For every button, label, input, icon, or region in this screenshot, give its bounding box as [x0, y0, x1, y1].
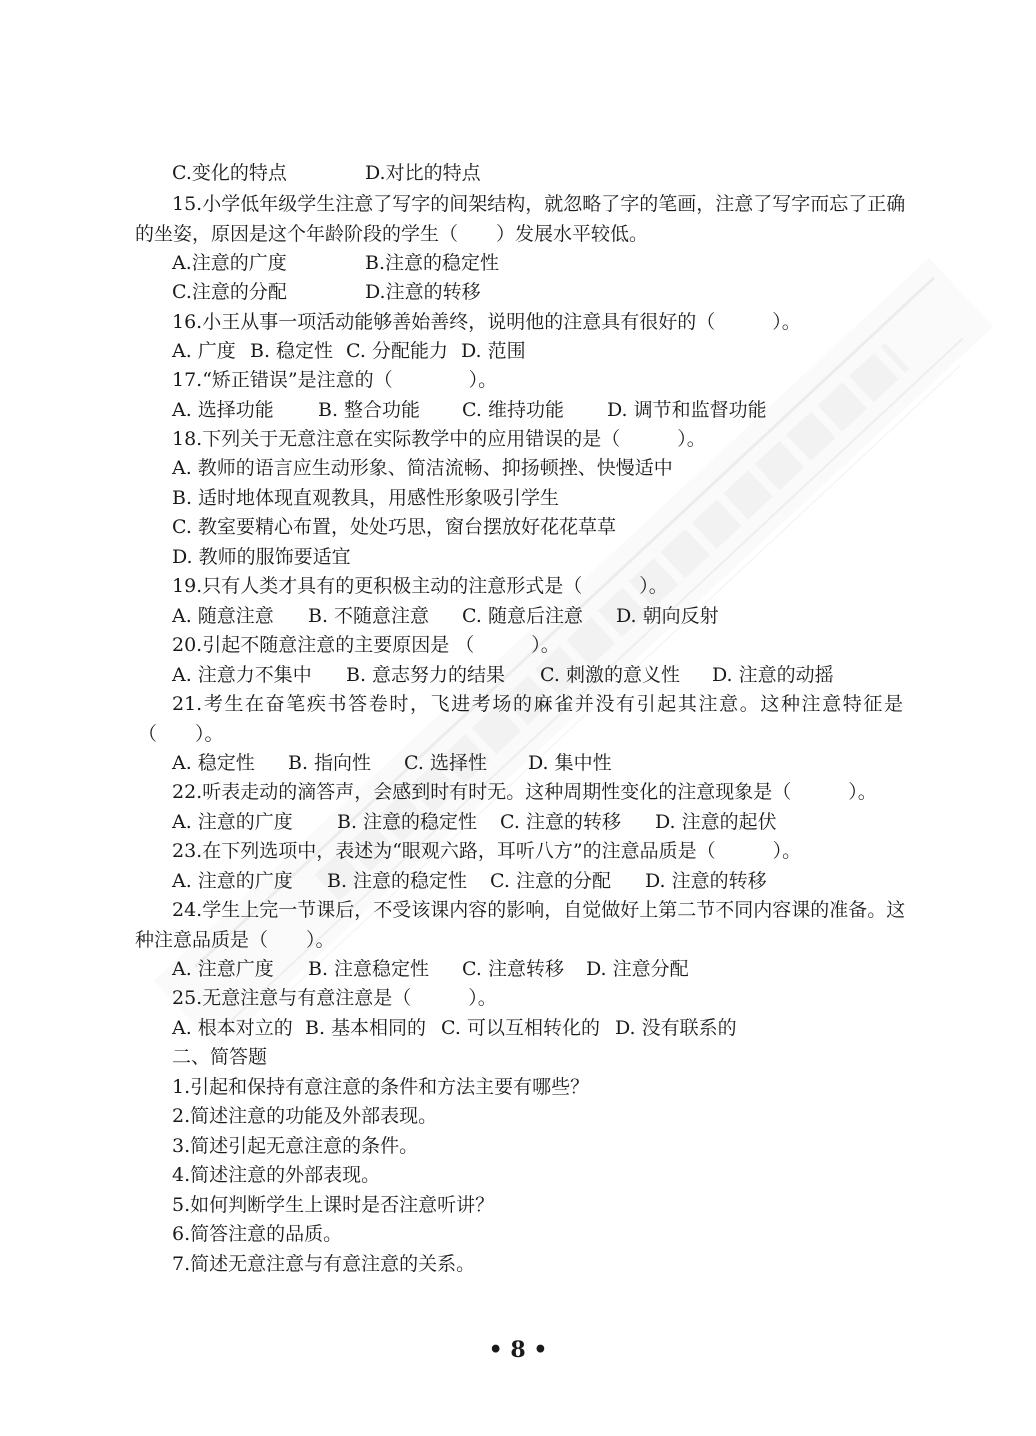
- question-25-option-b: B. 基本相同的: [305, 1017, 427, 1039]
- question-17-option-a: A. 选择功能: [172, 399, 274, 421]
- question-15-option-d: D.注意的转移: [365, 281, 481, 303]
- question-23-option-b: B. 注意的稳定性: [327, 870, 468, 892]
- question-21-stem-cont: （ ）。: [138, 723, 224, 745]
- question-24-option-b: B. 注意稳定性: [308, 958, 430, 980]
- question-20-option-b: B. 意志努力的结果: [346, 664, 506, 686]
- question-24-stem-cont: 种注意品质是（ ）。: [135, 929, 335, 951]
- option-d: D.对比的特点: [365, 162, 481, 184]
- question-18-option-b: B. 适时地体现直观教具，用感性形象吸引学生: [172, 487, 560, 509]
- question-22-option-d: D. 注意的起伏: [655, 811, 777, 833]
- question-15-stem-cont: 的坐姿，原因是这个年龄阶段的学生（ ）发展水平较低。: [135, 223, 649, 245]
- question-20-option-c: C. 刺激的意义性: [540, 664, 680, 686]
- question-15-option-b: B.注意的稳定性: [365, 252, 500, 274]
- question-22-stem: 22.听表走动的滴答声，会感到时有时无。这种周期性变化的注意现象是（ ）。: [172, 781, 877, 803]
- question-25-stem: 25.无意注意与有意注意是（ ）。: [172, 987, 497, 1009]
- short-answer-item: 3.简述引起无意注意的条件。: [172, 1135, 419, 1157]
- question-19-option-b: B. 不随意注意: [308, 605, 430, 627]
- section-heading: 二、简答题: [172, 1046, 268, 1068]
- question-15-stem: 15.小学低年级学生注意了写字的间架结构，就忽略了字的笔画，注意了写字而忘了正确: [172, 193, 906, 215]
- question-17-stem: 17.“矫正错误”是注意的（ ）。: [172, 369, 498, 391]
- question-24-stem: 24.学生上完一节课后，不受该课内容的影响，自觉做好上第二节不同内容课的准备。这: [172, 899, 906, 921]
- question-16-option-a: A. 广度: [172, 340, 236, 362]
- option-c: C.变化的特点: [172, 162, 287, 184]
- question-18-option-a: A. 教师的语言应生动形象、简洁流畅、抑扬顿挫、快慢适中: [172, 457, 673, 479]
- question-21-option-c: C. 选择性: [404, 752, 487, 774]
- question-19-stem: 19.只有人类才具有的更积极主动的注意形式是（ ）。: [172, 575, 668, 597]
- question-23-option-c: C. 注意的分配: [490, 870, 611, 892]
- question-21-option-b: B. 指向性: [288, 752, 372, 774]
- question-20-option-a: A. 注意力不集中: [172, 664, 312, 686]
- question-18-stem: 18.下列关于无意注意在实际教学中的应用错误的是（ ）。: [172, 428, 706, 450]
- question-25-option-a: A. 根本对立的: [172, 1017, 293, 1039]
- question-22-option-c: C. 注意的转移: [500, 811, 621, 833]
- question-19-option-c: C. 随意后注意: [462, 605, 583, 627]
- question-23-option-a: A. 注意的广度: [172, 870, 293, 892]
- question-18-option-d: D. 教师的服饰要适宜: [172, 546, 351, 568]
- question-16-option-b: B. 稳定性: [250, 340, 334, 362]
- question-16-option-d: D. 范围: [461, 340, 526, 362]
- question-23-stem: 23.在下列选项中，表述为“眼观六路，耳听八方”的注意品质是（ ）。: [172, 840, 802, 862]
- short-answer-item: 5.如何判断学生上课时是否注意听讲？: [172, 1194, 495, 1216]
- question-22-option-b: B. 注意的稳定性: [337, 811, 478, 833]
- question-21-option-d: D. 集中性: [528, 752, 612, 774]
- question-24-option-c: C. 注意转移: [462, 958, 564, 980]
- question-19-option-a: A. 随意注意: [172, 605, 274, 627]
- question-24-option-d: D. 注意分配: [586, 958, 689, 980]
- short-answer-item: 1.引起和保持有意注意的条件和方法主要有哪些？: [172, 1076, 590, 1098]
- question-22-option-a: A. 注意的广度: [172, 811, 293, 833]
- question-19-option-d: D. 朝向反射: [616, 605, 719, 627]
- question-15-option-a: A.注意的广度: [172, 252, 287, 274]
- question-23-option-d: D. 注意的转移: [645, 870, 767, 892]
- question-21-stem: 21.考生在奋笔疾书答卷时，飞进考场的麻雀并没有引起其注意。这种注意特征是: [172, 693, 903, 715]
- short-answer-item: 7.简述无意注意与有意注意的关系。: [172, 1253, 476, 1275]
- short-answer-item: 4.简述注意的外部表现。: [172, 1164, 381, 1186]
- question-17-option-d: D. 调节和监督功能: [607, 399, 767, 421]
- question-24-option-a: A. 注意广度: [172, 958, 274, 980]
- question-18-option-c: C. 教室要精心布置，处处巧思，窗台摆放好花花草草: [172, 516, 616, 538]
- question-25-option-d: D. 没有联系的: [615, 1017, 737, 1039]
- question-15-option-c: C.注意的分配: [172, 281, 287, 303]
- question-16-stem: 16.小王从事一项活动能够善始善终，说明他的注意具有很好的（ ）。: [172, 311, 801, 333]
- question-17-option-b: B. 整合功能: [318, 399, 421, 421]
- question-16-option-c: C. 分配能力: [346, 340, 448, 362]
- question-25-option-c: C. 可以互相转化的: [441, 1017, 600, 1039]
- question-21-option-a: A. 稳定性: [172, 752, 255, 774]
- question-17-option-c: C. 维持功能: [462, 399, 564, 421]
- page-number: • 8 •: [488, 1337, 548, 1363]
- short-answer-item: 6.简答注意的品质。: [172, 1223, 343, 1245]
- short-answer-item: 2.简述注意的功能及外部表现。: [172, 1105, 438, 1127]
- question-20-stem: 20.引起不随意注意的主要原因是 （ ）。: [172, 634, 560, 656]
- question-20-option-d: D. 注意的动摇: [712, 664, 834, 686]
